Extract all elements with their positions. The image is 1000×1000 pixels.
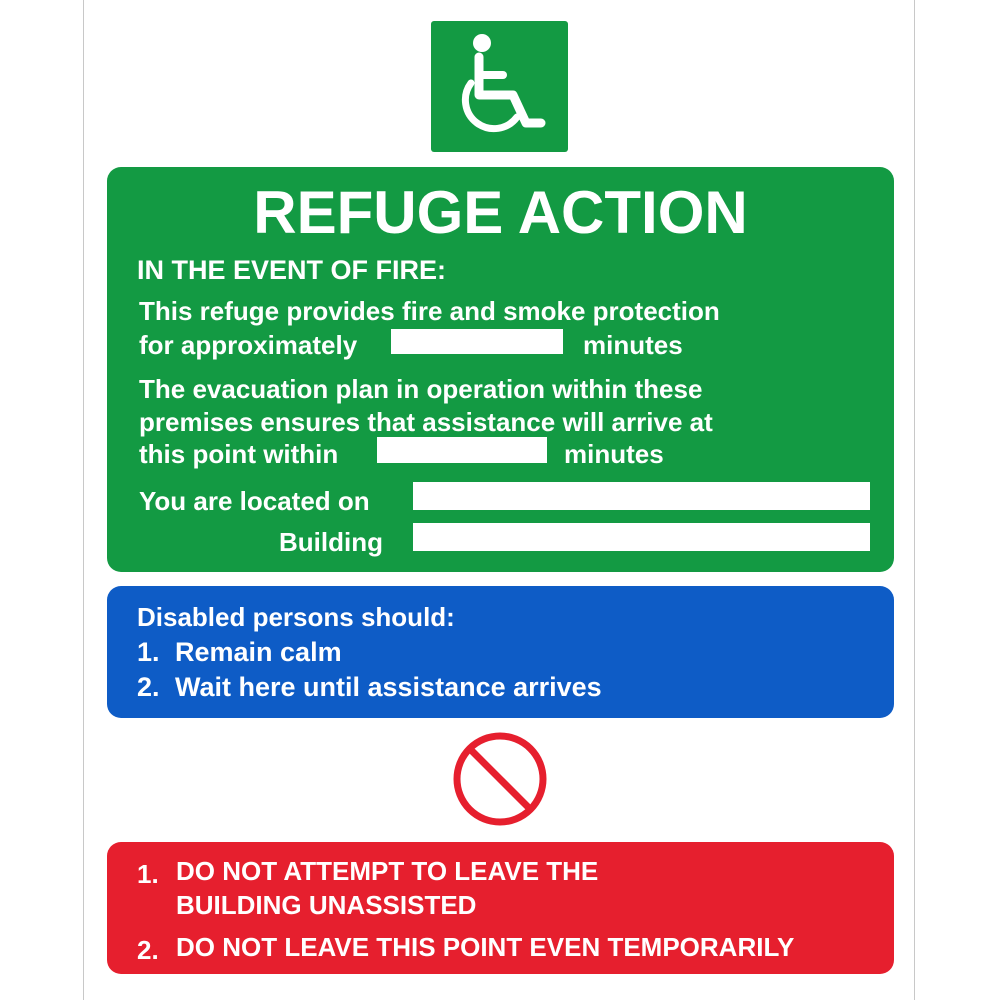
plan-text-line1: The evacuation plan in operation within these <box>139 374 703 404</box>
fire-event-heading: IN THE EVENT OF FIRE: <box>137 255 447 285</box>
protection-minutes-label: minutes <box>583 330 683 360</box>
panel-title: REFUGE ACTION <box>253 179 748 246</box>
wheelchair-symbol <box>431 21 568 152</box>
location-blank <box>413 482 870 510</box>
warning-1-line1: DO NOT ATTEMPT TO LEAVE THE <box>176 856 599 886</box>
prohibition-symbol <box>451 730 549 828</box>
disabled-item-2-number: 2. <box>137 672 160 702</box>
warning-1-line2: BUILDING UNASSISTED <box>176 890 477 920</box>
building-blank <box>413 523 870 551</box>
warning-2-line1: DO NOT LEAVE THIS POINT EVEN TEMPORARILY <box>176 932 795 962</box>
refuge-action-panel <box>107 167 894 572</box>
wheelchair-icon <box>431 21 568 152</box>
warning-2-number: 2. <box>137 935 159 965</box>
warnings-panel <box>107 842 894 974</box>
protection-minutes-blank <box>391 329 563 354</box>
assistance-minutes-label: minutes <box>564 439 664 469</box>
disabled-heading: Disabled persons should: <box>137 602 455 632</box>
disabled-item-1-text: Remain calm <box>175 637 342 667</box>
protection-text-line2: for approximately <box>139 330 358 360</box>
prohibition-icon <box>451 730 549 828</box>
disabled-persons-panel <box>107 586 894 718</box>
plan-text-line3: this point within <box>139 439 339 469</box>
disabled-item-1-number: 1. <box>137 637 160 667</box>
disabled-item-2-text: Wait here until assistance arrives <box>175 672 602 702</box>
plan-text-line2: premises ensures that assistance will arrive at <box>139 407 713 437</box>
protection-text-line1: This refuge provides fire and smoke protection <box>139 296 720 326</box>
building-label: Building <box>279 527 383 557</box>
location-label: You are located on <box>139 486 370 516</box>
assistance-minutes-blank <box>377 437 547 463</box>
warning-1-number: 1. <box>137 859 159 889</box>
